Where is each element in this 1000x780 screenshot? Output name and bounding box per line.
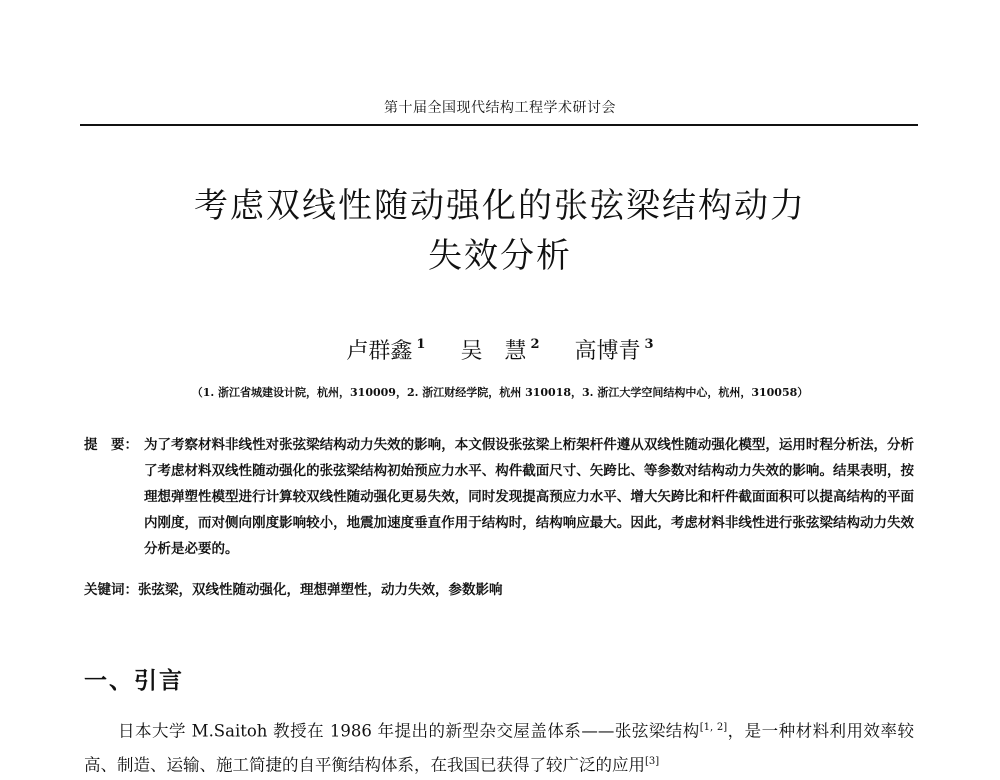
citation: [3]: [645, 755, 660, 767]
author-affiliation-mark: 2: [530, 337, 540, 352]
author: [575, 339, 654, 364]
keywords-text: 张弦梁，双线性随动强化，理想弹塑性，动力失效，参数影响: [138, 582, 503, 598]
author-name: 卢群鑫: [346, 339, 413, 364]
title-line-1: 考虑双线性随动强化的张弦梁结构动力: [194, 186, 806, 226]
author-list: [0, 334, 1000, 365]
keywords: [84, 577, 914, 603]
abstract: [84, 432, 914, 562]
author-affiliation-mark: 1: [416, 337, 426, 352]
paragraph-text: 日本大学 M.Saitoh 教授在 1986 年提出的新型杂交屋盖体系——张弦梁结构: [118, 721, 700, 741]
title-line-2: 失效分析: [428, 236, 572, 276]
abstract-text: 为了考察材料非线性对张弦梁结构动力失效的影响，本文假设张弦梁上桁架杆件遵从双线性随动强化模型，运用时程分析法，分析了考虑材料双线性随动强化的张弦梁结构初始预应力水平、构件截面尺寸、矢跨比、等参数对结构动力失效的影响。结果表明，按理想弹塑性模型进行计算较双线性随动强化更易失效，同时发现提高预应力水平、增大矢跨比和杆件截面面积可以提高结构的平面内刚度，而对侧向刚度影响较小，地震加速度垂直作用于结构时，结构响应最大。因此，考虑材料非线性进行张弦梁结构动力失效分析是必要的。: [144, 437, 914, 557]
section-heading: 一、引言: [84, 668, 184, 694]
author-name: 吴 慧: [460, 339, 527, 364]
header-rule: [80, 124, 918, 126]
author: [346, 339, 425, 364]
author-name: 高博青: [574, 339, 641, 364]
running-header: 第十届全国现代结构工程学术研讨会: [384, 100, 616, 116]
paragraph-text: ，是一种材料利用效率较高、制造、运输、施工简捷的自平衡结构体系，在我国已获得了较广泛的应用: [84, 721, 914, 774]
body-paragraph: [84, 713, 914, 780]
author-affiliation-mark: 3: [644, 337, 654, 352]
paper-title: [0, 181, 1000, 281]
keywords-label: 关键词：: [84, 582, 138, 598]
affiliations: （1. 浙江省城建设计院，杭州，310009，2. 浙江财经学院，杭州 310018，3. 浙江大学空间结构中心，杭州，310058）: [191, 386, 809, 399]
citation: [1, 2]: [699, 722, 728, 733]
abstract-label: 提 要：: [84, 437, 138, 453]
author: [460, 339, 539, 364]
